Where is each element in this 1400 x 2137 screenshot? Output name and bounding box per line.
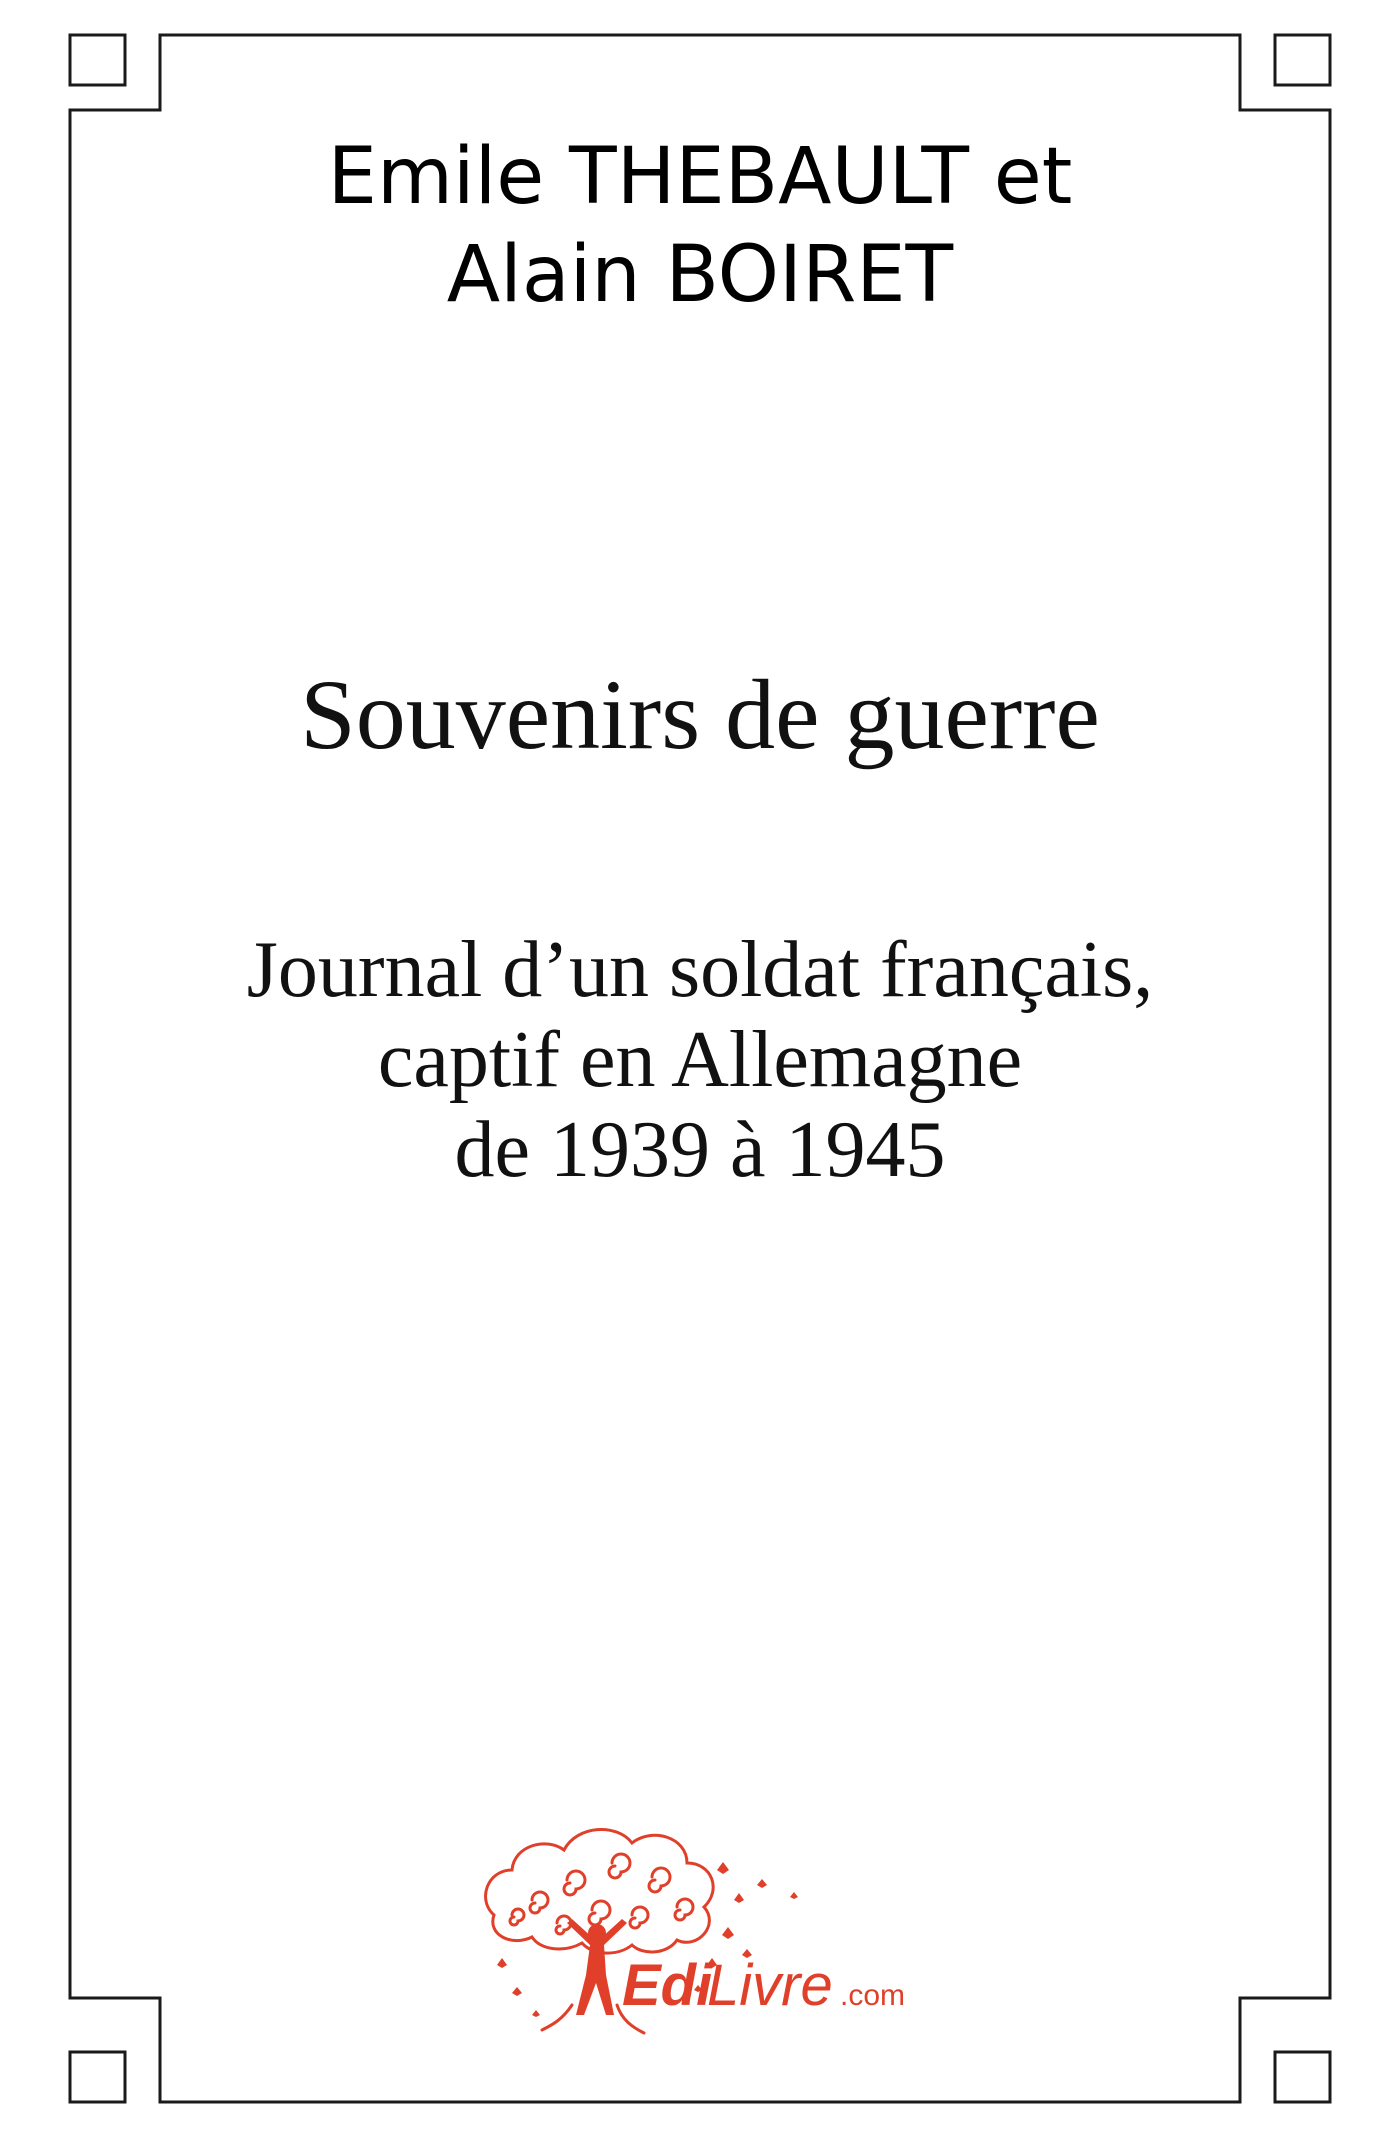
author-line-1: Emile THEBAULT et xyxy=(327,132,1073,222)
subtitle-line-3: de 1939 à 1945 xyxy=(454,1106,946,1194)
publisher-logo xyxy=(472,1815,952,2045)
corner-square-top-left xyxy=(70,35,125,85)
publisher-domain-suffix: .com xyxy=(840,1979,906,2012)
publisher-name-part1: Edi xyxy=(622,1953,713,2018)
subtitle-line-1: Journal d’un soldat français, xyxy=(246,926,1154,1014)
publisher-name-part2: Livre xyxy=(707,1953,833,2018)
corner-square-bottom-left xyxy=(70,2052,125,2102)
subtitle-line-2: captif en Allemagne xyxy=(377,1016,1023,1104)
corner-square-bottom-right xyxy=(1275,2052,1330,2102)
author-line-2: Alain BOIRET xyxy=(446,230,954,320)
book-title: Souvenirs de guerre xyxy=(300,659,1100,770)
human-figure-icon xyxy=(567,1919,627,2015)
corner-square-top-right xyxy=(1275,35,1330,85)
